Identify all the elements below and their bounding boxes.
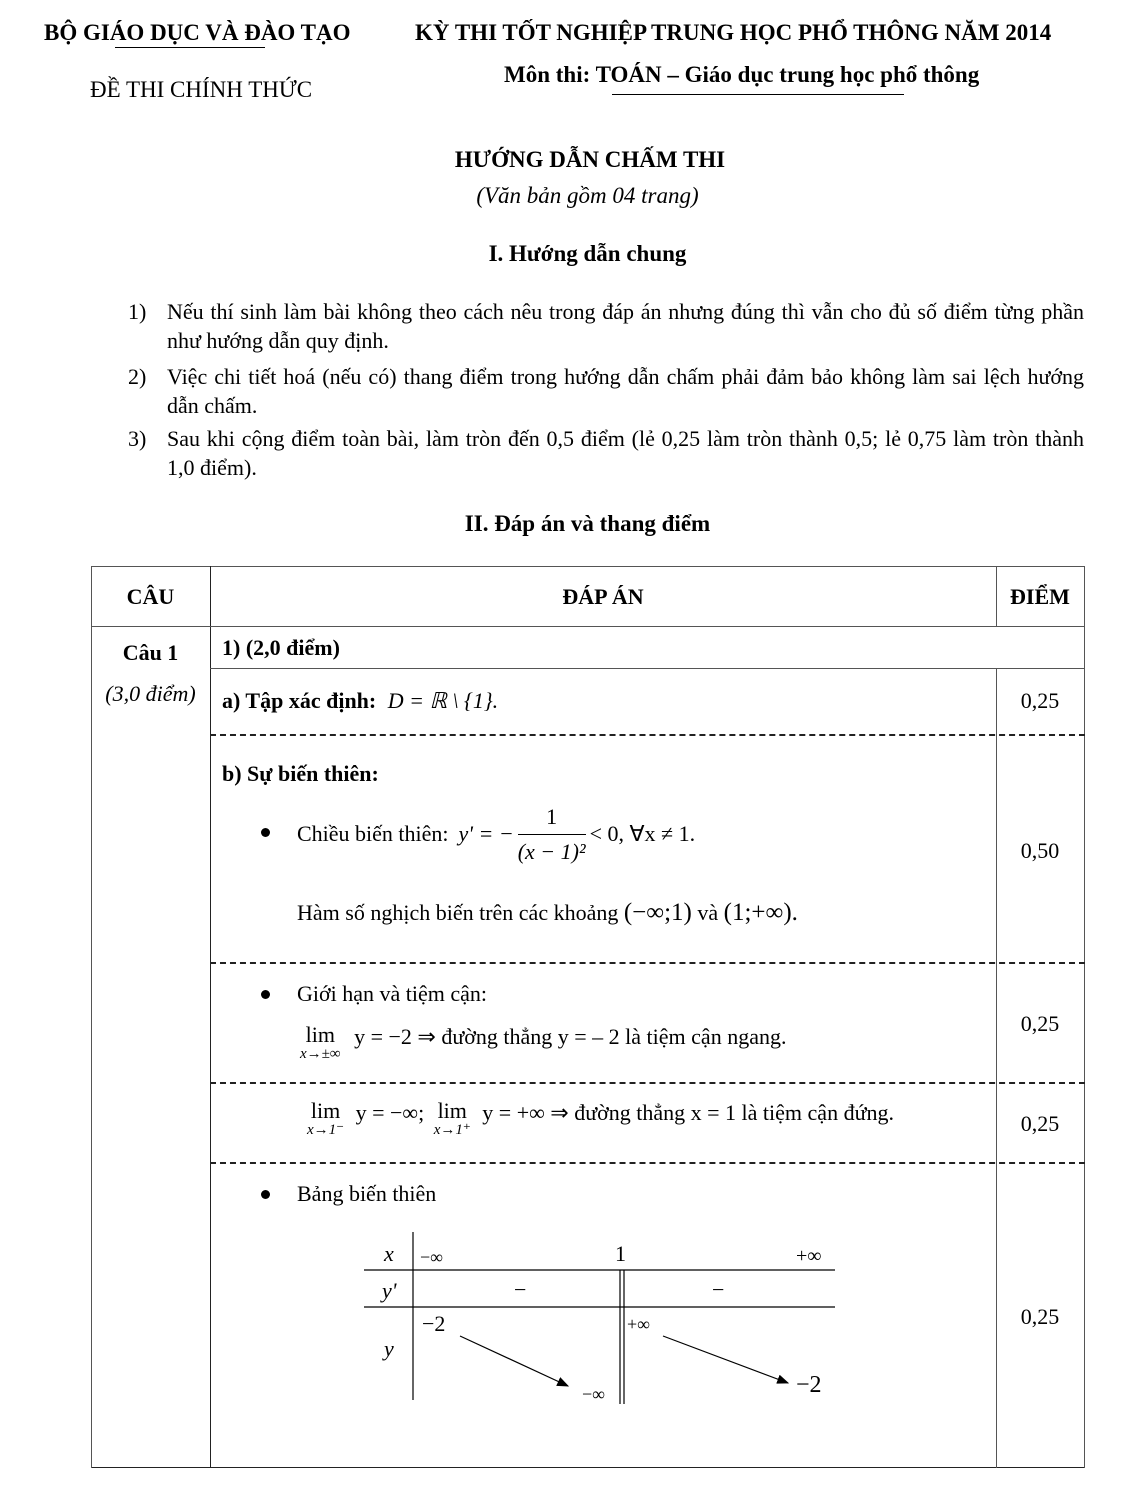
document-title: HƯỚNG DẪN CHẤM THI <box>454 147 726 172</box>
derivative-line <box>297 800 695 868</box>
row-domain <box>222 688 498 714</box>
score-limits: 0,25 <box>1020 1011 1060 1036</box>
bbt-x-label: x <box>384 1241 394 1266</box>
section-1-heading: I. Hướng dẫn chung <box>488 241 687 266</box>
derivative-lhs: y' = − <box>458 821 514 846</box>
bbt-y-value: −∞ <box>582 1384 605 1404</box>
dashed-divider <box>210 962 1085 964</box>
lim-text: lim <box>310 1098 341 1123</box>
bbt-arrow-right <box>663 1336 788 1383</box>
domain-formula: D = ℝ \ {1}. <box>387 688 499 713</box>
dashed-divider <box>210 1082 1085 1084</box>
guideline-item <box>128 362 1084 420</box>
header-diem: ĐIỂM <box>1010 584 1070 609</box>
question-points: (3,0 điểm) <box>105 681 196 706</box>
ministry-underline <box>115 47 265 48</box>
score-b: 0,50 <box>1020 838 1060 863</box>
table-border-right <box>1084 566 1085 1468</box>
column-divider-2 <box>996 668 997 1468</box>
fraction-numerator: 1 <box>518 804 586 835</box>
score-vertical: 0,25 <box>1020 1111 1060 1136</box>
dashed-divider <box>210 734 1085 736</box>
bbt-y-value: −2 <box>422 1311 446 1336</box>
vertical-asymptote-line <box>307 1100 894 1138</box>
dashed-divider <box>210 1162 1085 1164</box>
header-row-divider <box>91 626 1085 627</box>
bbt-y-label: y <box>384 1336 394 1361</box>
lim-subscript: x→1⁻ <box>307 1122 345 1138</box>
bbt-y-value: −2 <box>796 1372 822 1398</box>
limits-heading: Giới hạn và tiệm cận: <box>297 981 488 1006</box>
score-bbt: 0,25 <box>1020 1304 1060 1329</box>
bbt-x-value: +∞ <box>796 1245 822 1267</box>
subject-label: Môn thi: <box>504 62 591 87</box>
score-a: 0,25 <box>1020 688 1060 713</box>
bbt-x-value: 1 <box>615 1241 626 1266</box>
official-exam-label: ĐỀ THI CHÍNH THỨC <box>90 77 313 102</box>
document-subtitle: (Văn bản gồm 04 trang) <box>476 183 699 208</box>
bbt-y-value: +∞ <box>627 1314 650 1334</box>
variation-table-heading: Bảng biến thiên <box>297 1181 437 1206</box>
lim-subscript: x→1⁺ <box>433 1122 471 1138</box>
lim-subscript: x→±∞ <box>300 1046 341 1062</box>
subject-underline <box>612 94 904 95</box>
variation-heading: b) Sự biến thiên: <box>222 761 379 786</box>
exam-name: KỲ THI TỐT NGHIỆP TRUNG HỌC PHỔ THÔNG NĂM 2014 <box>415 20 1052 45</box>
guideline-item <box>128 297 1084 355</box>
item-text: Sau khi cộng điểm toàn bài, làm tròn đến 0,5 điểm (lẻ 0,25 làm tròn thành 0,5; lẻ 0,75 làm tròn thành 1,0 điểm). <box>167 426 1084 480</box>
column-divider-1 <box>210 566 211 1468</box>
horizontal-asymptote-text: y = −2 ⇒ đường thẳng y = – 2 là tiệm cận ngang. <box>354 1024 787 1049</box>
fraction-denominator: (x − 1)² <box>517 838 586 864</box>
item-text: Việc chi tiết hoá (nếu có) thang điểm trong hướng dẫn chấm phải đảm bảo không làm sai lệch hướng dẫn chấm. <box>167 364 1084 418</box>
limit-operator <box>300 1024 341 1062</box>
derivative-fraction <box>518 804 586 865</box>
item-number: 2) <box>128 364 147 389</box>
lim-text: lim <box>437 1098 467 1123</box>
left-limit-value: y = −∞; <box>355 1100 425 1125</box>
interval-2: (1;+∞). <box>723 899 798 926</box>
item-number: 3) <box>128 426 147 451</box>
bbt-yprime-label: y' <box>382 1278 397 1303</box>
bullet-icon <box>261 1190 270 1199</box>
bullet-icon <box>261 828 270 837</box>
part-row-divider <box>210 668 1085 669</box>
header-cau: CÂU <box>126 584 175 609</box>
ministry-name: BỘ GIÁO DỤC VÀ ĐÀO TẠO <box>44 20 351 45</box>
lim-text: lim <box>305 1022 335 1047</box>
horizontal-asymptote-line <box>300 1024 786 1062</box>
bullet-icon <box>261 990 270 999</box>
item-text: Nếu thí sinh làm bài không theo cách nêu trong đáp án nhưng đúng thì vẫn cho đủ số điểm từng phần như hướng dẫn quy định. <box>167 299 1084 353</box>
header-dap-an: ĐÁP ÁN <box>562 584 644 609</box>
bbt-sign: − <box>514 1277 527 1302</box>
conjunction: và <box>697 900 719 925</box>
item-number: 1) <box>128 299 147 324</box>
table-border-top <box>91 566 1085 567</box>
bbt-sign: − <box>712 1277 725 1302</box>
section-2-heading: II. Đáp án và thang điểm <box>464 511 711 536</box>
guideline-item <box>128 424 1084 482</box>
bbt-x-value: −∞ <box>420 1247 443 1267</box>
interval-1: (−∞;1) <box>623 899 692 926</box>
subject-line <box>504 62 979 88</box>
derivative-label: Chiều biến thiên: <box>297 821 449 846</box>
monotonicity-line <box>297 899 798 927</box>
limit-operator-right <box>434 1100 471 1138</box>
monotonicity-text: Hàm số nghịch biến trên các khoảng <box>297 900 619 925</box>
question-label: Câu 1 <box>122 640 179 665</box>
bbt-arrow-left <box>460 1336 568 1386</box>
table-border-bottom <box>91 1467 1085 1468</box>
subject-name: TOÁN – Giáo dục trung học phổ thông <box>595 62 980 87</box>
limit-operator-left <box>307 1100 344 1138</box>
vertical-asymptote-text: y = +∞ ⇒ đường thẳng x = 1 là tiệm cận đứng. <box>482 1100 894 1125</box>
derivative-rhs: < 0, ∀x ≠ 1. <box>589 821 696 846</box>
domain-label: a) Tập xác định: <box>222 688 377 713</box>
part-heading: 1) (2,0 điểm) <box>222 635 340 660</box>
